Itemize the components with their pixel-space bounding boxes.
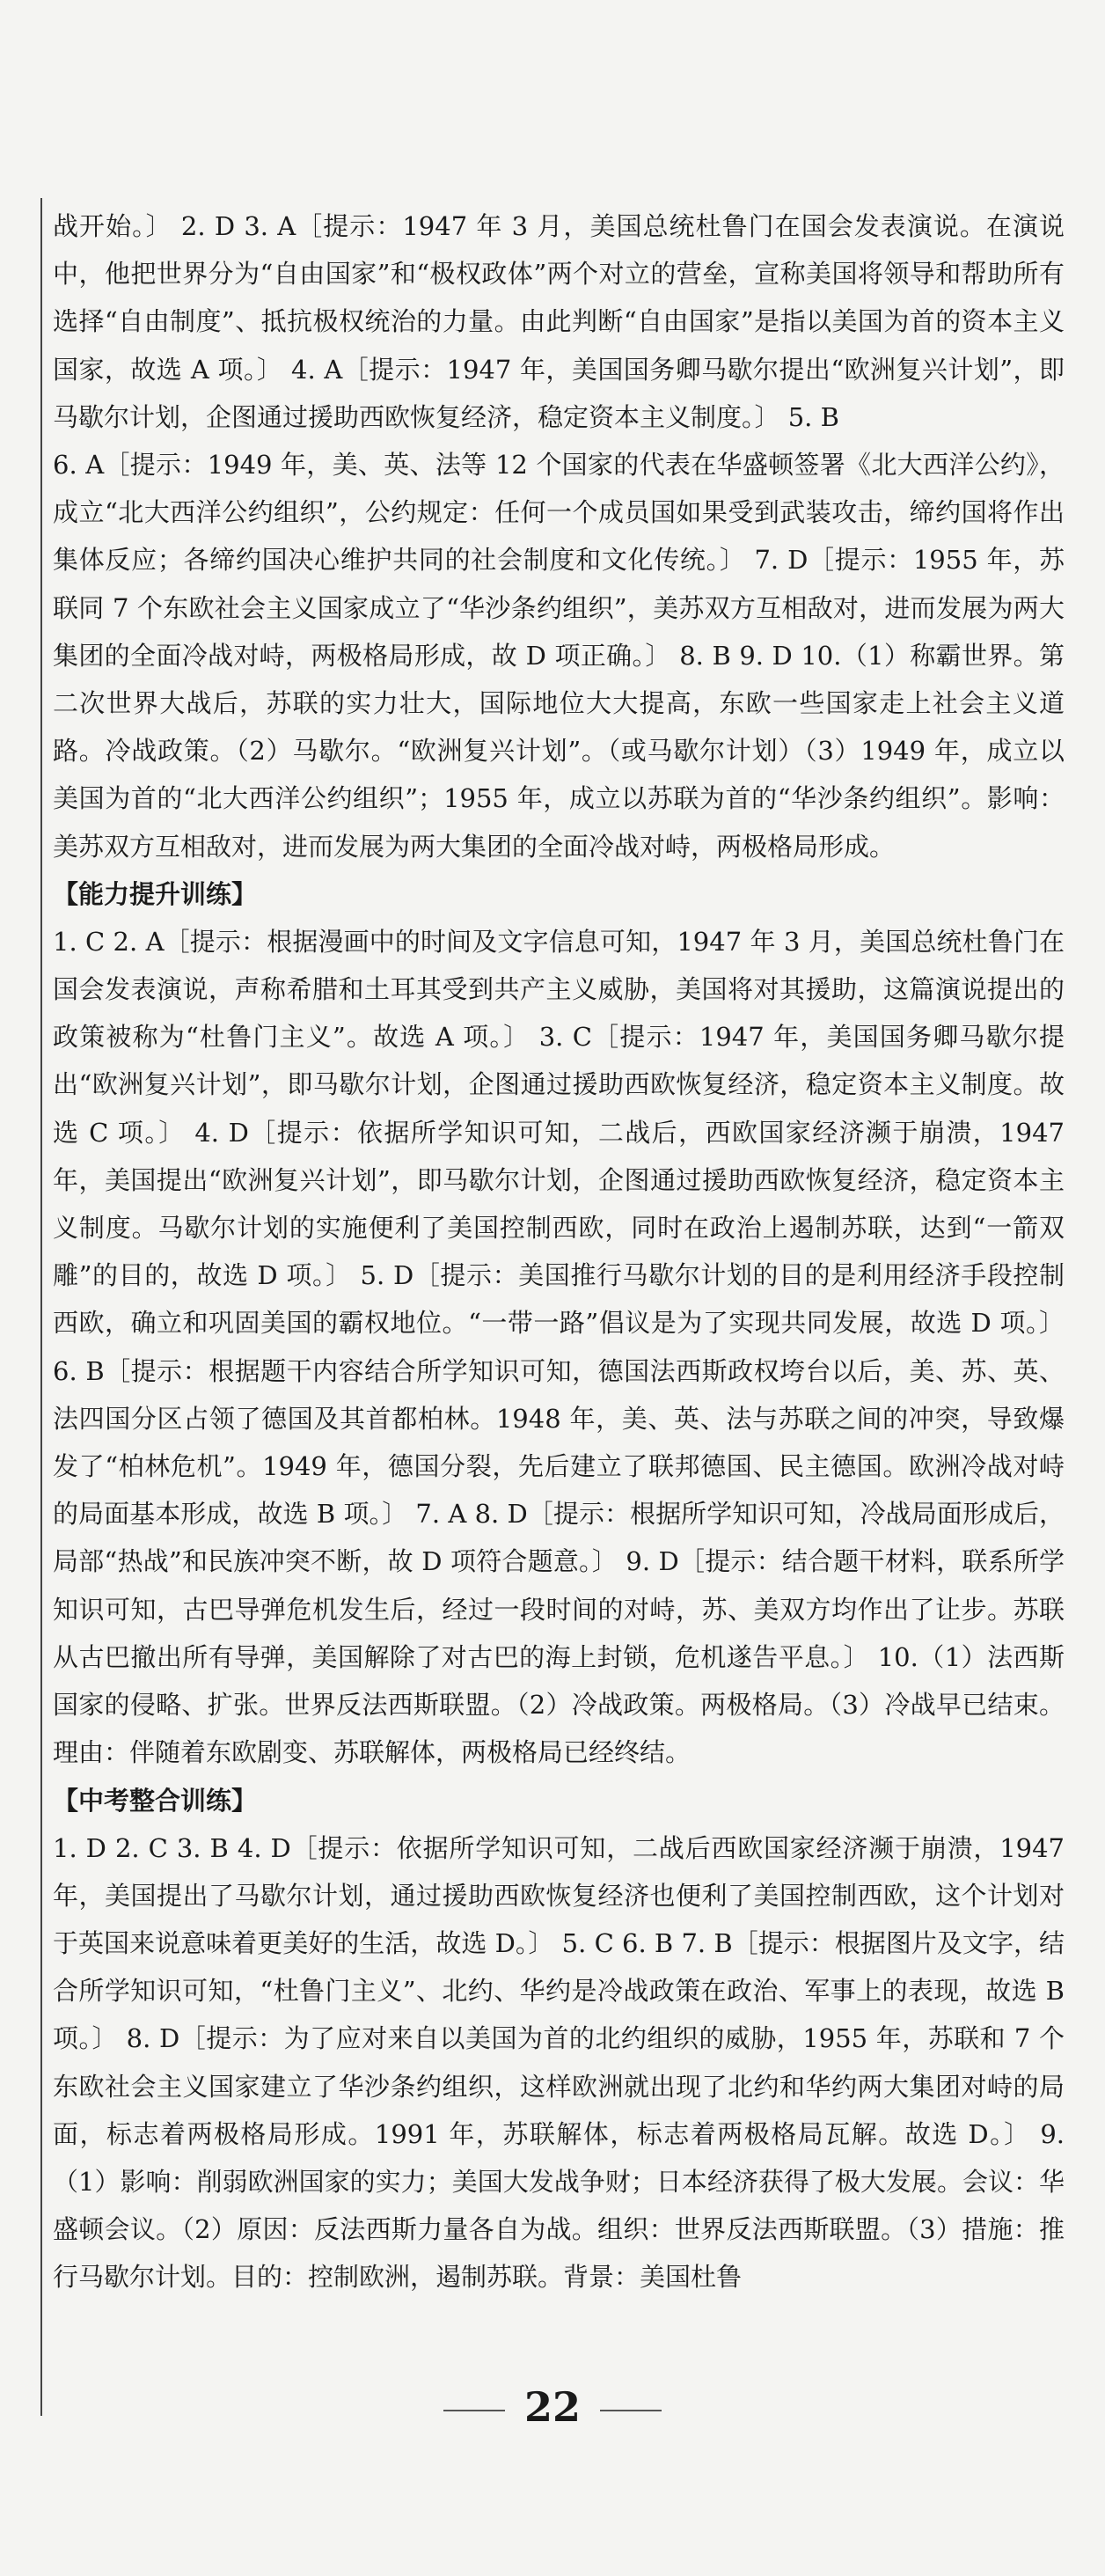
footer-dash-right [600,2410,662,2411]
page-footer [0,2383,1105,2431]
left-margin-rule [40,198,42,2416]
answer-paragraph-2: 6. A［提示：1949 年，美、英、法等 12 个国家的代表在华盛顿签署《北大西洋公约》，成立“北大西洋公约组织”，公约规定：任何一个成员国如果受到武装攻击，缔约国将作出集体反应；各缔约国决心维护共同的社会制度和文化传统。〕 7. D［提示：1955 年，苏联同 7 个东欧社会主义国家成立了“华沙条约组织”，美苏双方互相敌对，进而发展为两大集团的全面冷战对峙，两极格局形成，故 D 项正确。〕 8. B 9. D 10.（1）称霸世界。第二次世界大战后，苏联的实力壮大，国际地位大大提高，东欧一些国家走上社会主义道路。冷战政策。（2）马歇尔。“欧洲复兴计划”。（或马歇尔计划）（3）1949 年，成立以美国为首的“北大西洋公约组织”；1955 年，成立以苏联为首的“华沙条约组织”。影响：美苏双方互相敌对，进而发展为两大集团的全面冷战对峙，两极格局形成。 [53,450,1065,862]
section-ability-answers: 1. C 2. A［提示：根据漫画中的时间及文字信息可知，1947 年 3 月，美国总统杜鲁门在国会发表演说，声称希腊和土耳其受到共产主义威胁，美国将对其援助，这篇演说提出的政策被称为“杜鲁门主义”。故选 A 项。〕 3. C［提示：1947 年，美国国务卿马歇尔提出“欧洲复兴计划”，即马歇尔计划，企图通过援助西欧恢复经济，稳定资本主义制度。故选 C 项。〕 4. D［提示：依据所学知识可知，二战后，西欧国家经济濒于崩溃，1947 年，美国提出“欧洲复兴计划”，即马歇尔计划，企图通过援助西欧恢复经济，稳定资本主义制度。马歇尔计划的实施便利了美国控制西欧，同时在政治上遏制苏联，达到“一箭双雕”的目的，故选 D 项。〕 5. D［提示：美国推行马歇尔计划的目的是利用经济手段控制西欧，确立和巩固美国的霸权地位。“一带一路”倡议是为了实现共同发展，故选 D 项。〕 6. B［提示：根据题干内容结合所学知识可知，德国法西斯政权垮台以后，美、苏、英、法四国分区占领了德国及其首都柏林。1948 年，美、英、法与苏联之间的冲突，导致爆发了“柏林危机”。1949 年，德国分裂，先后建立了联邦德国、民主德国。欧洲冷战对峙的局面基本形成，故选 B 项。〕 7. A 8. D［提示：根据所学知识可知，冷战局面形成后，局部“热战”和民族冲突不断，故 D 项符合题意。〕 9. D［提示：结合题干材料，联系所学知识可知，古巴导弹危机发生后，经过一段时间的对峙，苏、美双方均作出了让步。苏联从古巴撤出所有导弹，美国解除了对古巴的海上封锁，危机遂告平息。〕 10.（1）法西斯国家的侵略、扩张。世界反法西斯联盟。（2）冷战政策。两极格局。（3）冷战早已结束。理由：伴随着东欧剧变、苏联解体，两极格局已经终结。 [53,926,1065,1768]
page-number: 22 [523,2383,581,2431]
footer-dash-left [443,2410,505,2411]
answer-content [53,202,1065,2301]
section-exam-answers: 1. D 2. C 3. B 4. D［提示：依据所学知识可知，二战后西欧国家经济濒于崩溃，1947 年，美国提出了马歇尔计划，通过援助西欧恢复经济也便利了美国控制西欧，这个计划对于英国来说意味着更美好的生活，故选 D。〕 5. C 6. B 7. B［提示：根据图片及文字，结合所学知识可知，“杜鲁门主义”、北约、华约是冷战政策在政治、军事上的表现，故选 B 项。〕 8. D［提示：为了应对来自以美国为首的北约组织的威胁，1955 年，苏联和 7 个东欧社会主义国家建立了华沙条约组织，这样欧洲就出现了北约和华约两大集团对峙的局面，标志着两极格局形成。1991 年，苏联解体，标志着两极格局瓦解。故选 D。〕 9.（1）影响：削弱欧洲国家的实力；美国大发战争财；日本经济获得了极大发展。会议：华盛顿会议。（2）原因：反法西斯力量各自为战。组织：世界反法西斯联盟。（3）措施：推行马歇尔计划。目的：控制欧洲，遏制苏联。背景：美国杜鲁 [53,1832,1065,2293]
answer-paragraph-1: 战开始。〕 2. D 3. A［提示：1947 年 3 月，美国总统杜鲁门在国会发表演说。在演说中，他把世界分为“自由国家”和“极权政体”两个对立的营垒，宣称美国将领导和帮助所有选择“自由制度”、抵抗极权统治的力量。由此判断“自由国家”是指以美国为首的资本主义国家，故选 A 项。〕 4. A［提示：1947 年，美国国务卿马歇尔提出“欧洲复兴计划”，即马歇尔计划，企图通过援助西欧恢复经济，稳定资本主义制度。〕 5. B [53,211,1065,432]
section-heading-exam: 【中考整合训练】 [53,1785,258,1816]
section-heading-ability: 【能力提升训练】 [53,878,258,909]
